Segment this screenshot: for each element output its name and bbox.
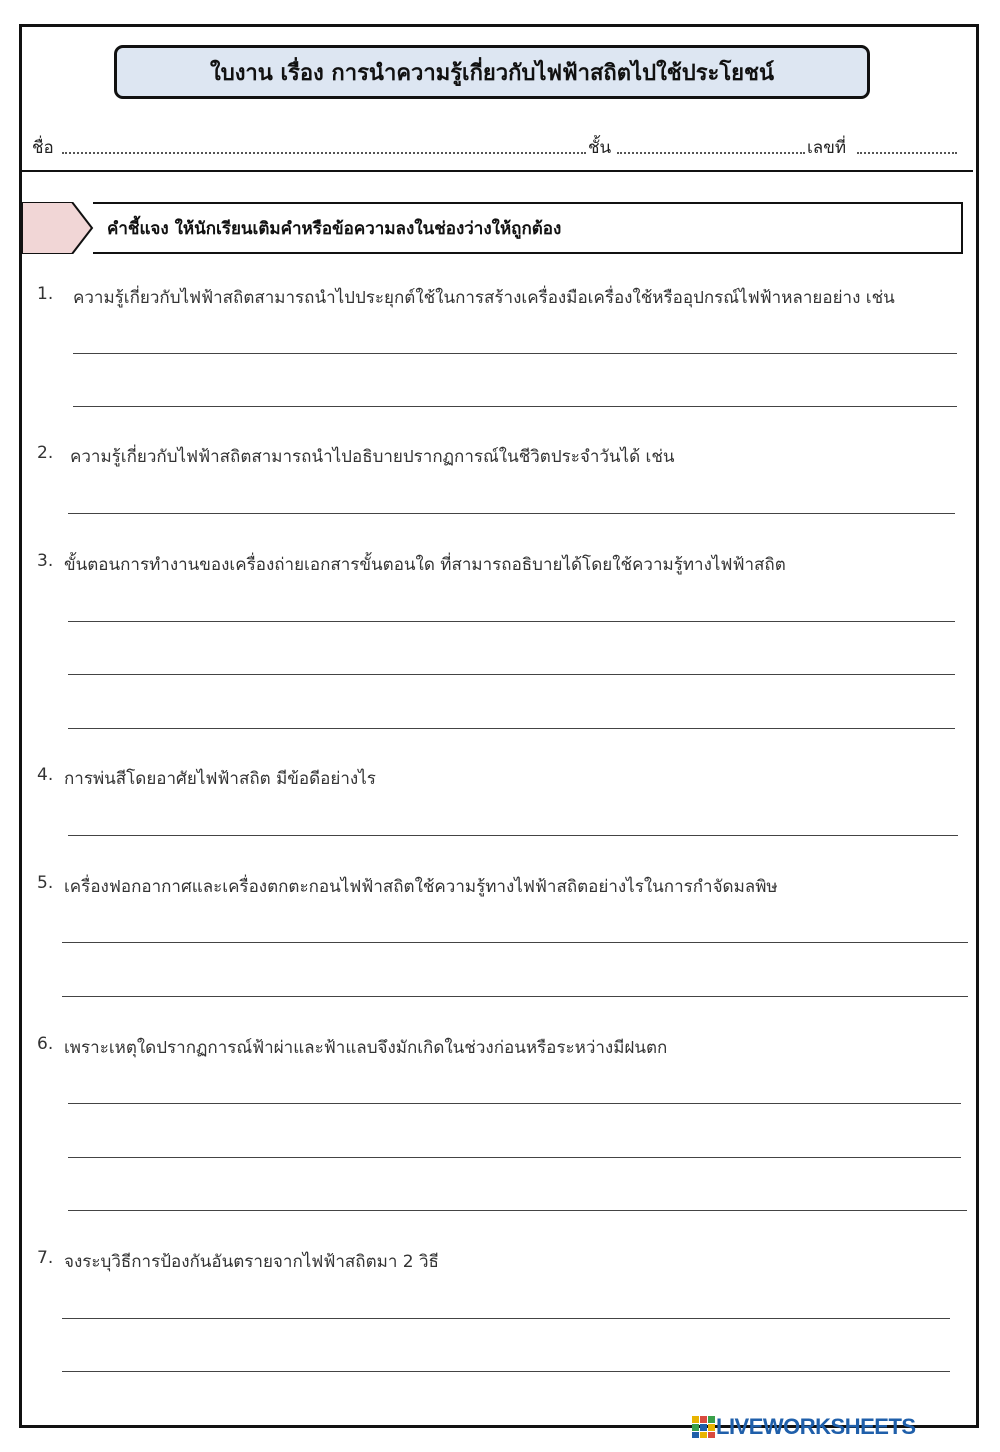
answer-line[interactable] (68, 1103, 961, 1104)
answer-line[interactable] (62, 1371, 950, 1372)
question-text: การพ่นสีโดยอาศัยไฟฟ้าสถิต มีข้อดีอย่างไร (64, 769, 376, 789)
question-text: จงระบุวิธีการป้องกันอันตรายจากไฟฟ้าสถิตมา 2 วิธี (64, 1252, 439, 1272)
liveworksheets-wordmark: LIVEWORKSHEETS (716, 1414, 916, 1439)
class-label: ชั้น (588, 138, 612, 158)
question-text: เพราะเหตุใดปรากฏการณ์ฟ้าผ่าและฟ้าแลบจึงมักเกิดในช่วงก่อนหรือระหว่างมีฝนตก (64, 1038, 668, 1058)
liveworksheets-logo (692, 1414, 992, 1440)
class-field[interactable] (617, 152, 805, 154)
number-label: เลขที่ (807, 138, 847, 158)
name-field[interactable] (62, 152, 586, 154)
question-number: 2. (37, 443, 54, 463)
answer-line[interactable] (73, 406, 957, 407)
instruction-text: คำชี้แจง ให้นักเรียนเติมคำหรือข้อความลงในช่องว่างให้ถูกต้อง (107, 218, 562, 239)
liveworksheets-grid-icon (692, 1416, 716, 1438)
worksheet-title (114, 45, 870, 99)
question-text: ความรู้เกี่ยวกับไฟฟ้าสถิตสามารถนำไปประยุกต์ใช้ในการสร้างเครื่องมือเครื่องใช้หรืออุปกรณ์ไฟฟ้าหลายอย่าง เช่น (73, 288, 895, 308)
worksheet-title-text: ใบงาน เรื่อง การนำความรู้เกี่ยวกับไฟฟ้าสถิตไปใช้ประโยชน์ (209, 60, 775, 86)
question-number: 5. (37, 873, 54, 893)
question-number: 7. (37, 1248, 54, 1268)
instruction-banner (93, 202, 963, 254)
question-text: ความรู้เกี่ยวกับไฟฟ้าสถิตสามารถนำไปอธิบายปรากฏการณ์ในชีวิตประจำวันได้ เช่น (70, 447, 675, 467)
question-number: 3. (37, 551, 54, 571)
question-text: เครื่องฟอกอากาศและเครื่องตกตะกอนไฟฟ้าสถิตใช้ความรู้ทางไฟฟ้าสถิตอย่างไรในการกำจัดมลพิษ (64, 877, 778, 897)
question-text: ขั้นตอนการทำงานของเครื่องถ่ายเอกสารขั้นตอนใด ที่สามารถอธิบายได้โดยใช้ความรู้ทางไฟฟ้าสถิต (64, 555, 786, 575)
answer-line[interactable] (68, 728, 955, 729)
answer-line[interactable] (68, 1157, 961, 1158)
question-number: 1. (37, 284, 54, 304)
answer-line[interactable] (68, 674, 955, 675)
answer-line[interactable] (68, 835, 958, 836)
question-number: 6. (37, 1034, 54, 1054)
name-label: ชื่อ (32, 138, 54, 158)
answer-line[interactable] (62, 942, 968, 943)
question-number: 4. (37, 765, 54, 785)
number-field[interactable] (857, 152, 957, 154)
answer-line[interactable] (62, 996, 968, 997)
answer-line[interactable] (73, 353, 957, 354)
answer-line[interactable] (62, 1318, 950, 1319)
answer-line[interactable] (68, 513, 955, 514)
instruction-arrow-icon (22, 202, 94, 254)
answer-line[interactable] (68, 621, 955, 622)
answer-line[interactable] (68, 1210, 967, 1211)
header-divider (22, 170, 973, 172)
